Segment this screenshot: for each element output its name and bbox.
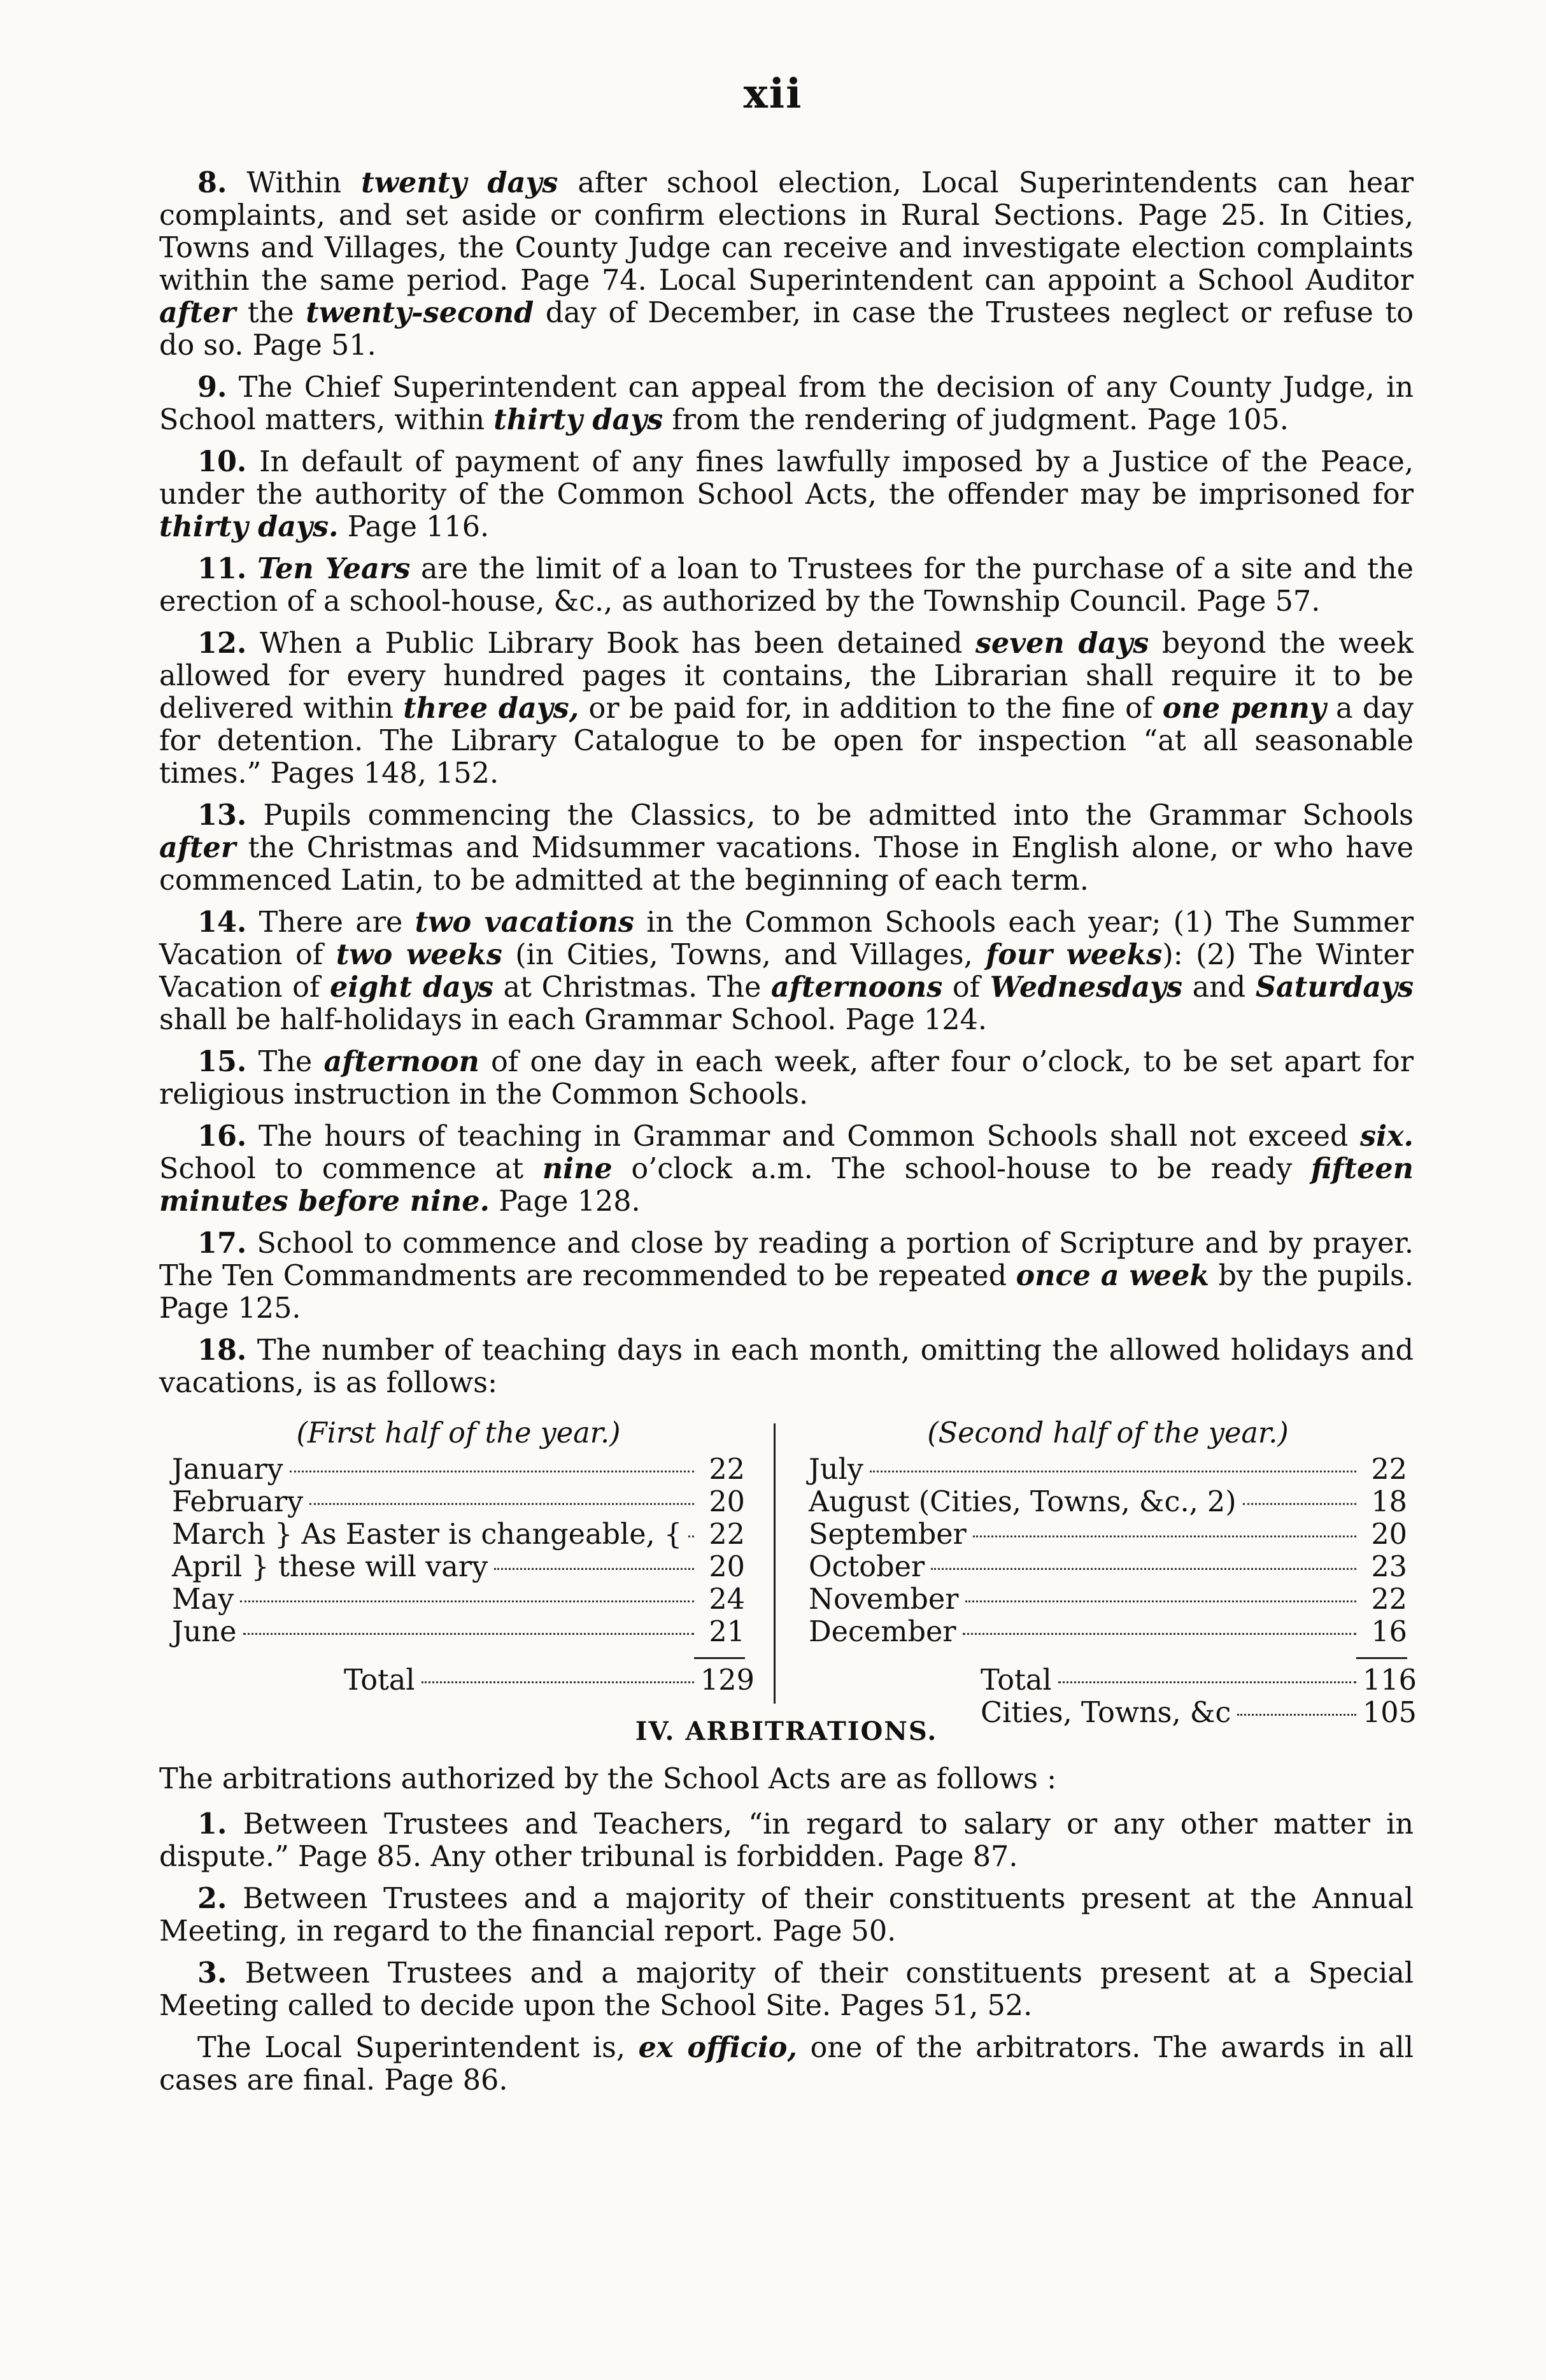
month-label: September — [809, 1518, 967, 1551]
leader-dots — [494, 1568, 694, 1570]
month-row — [809, 1616, 1407, 1648]
regulation-paragraph — [159, 167, 1414, 362]
month-label: October — [809, 1551, 925, 1583]
arbitration-paragraph — [159, 1883, 1414, 1948]
body-text: Page 116. — [338, 511, 490, 543]
emphasis-text: after — [159, 831, 236, 864]
page-body — [159, 166, 1417, 2106]
body-text: the Christmas and Midsummer vacations. Those in English alone, or who have commenced Latin, to be admitted at the beginning of each term. — [159, 832, 1414, 897]
regulation-number: 15. — [197, 1045, 247, 1078]
body-text: The number of teaching days in each month, omitting the allowed holidays and vacations, is as follows: — [159, 1334, 1414, 1399]
month-row — [172, 1583, 745, 1616]
second-half-cities-total-label: Cities, Towns, &c — [981, 1697, 1231, 1729]
month-value: 22 — [709, 1453, 745, 1486]
regulation-paragraph — [159, 1046, 1414, 1111]
body-text: Between Trustees and a majority of their constituents present at the Annual Meeting, in regard to the financial report. Page 50. — [159, 1883, 1414, 1948]
leader-dots — [422, 1681, 694, 1683]
regulation-paragraph — [159, 799, 1414, 897]
month-value: 20 — [1371, 1518, 1407, 1551]
emphasis-text: three days, — [403, 692, 579, 725]
emphasis-text: thirty days. — [159, 510, 339, 543]
body-text — [246, 553, 257, 585]
leader-dots — [1058, 1681, 1356, 1683]
body-text: of one day in each week, after four o’clock, to be set apart for religious instruction in the Common Schools. — [159, 1046, 1414, 1111]
emphasis-text: Ten Years — [257, 552, 411, 585]
second-half-cities-total-value: 105 — [1363, 1697, 1417, 1729]
column-divider — [774, 1423, 776, 1704]
body-text: School to commence at — [159, 1153, 543, 1185]
page-number: xii — [743, 70, 803, 118]
month-row — [809, 1583, 1407, 1616]
arbitration-intro: The arbitrations authorized by the School Acts are as follows : — [159, 1763, 1057, 1795]
second-half-total-value: 116 — [1363, 1664, 1417, 1697]
body-text: in the Common Schools each year; (1) The Summer Vacation of — [159, 906, 1414, 971]
arbitration-paragraph — [159, 1957, 1414, 2022]
month-label: April } these will vary — [172, 1551, 488, 1583]
regulation-paragraph — [159, 553, 1414, 618]
emphasis-text: ex officio, — [638, 2031, 797, 2064]
regulation-number: 13. — [197, 799, 247, 832]
arbitration-paragraph — [159, 1808, 1414, 1873]
second-half-cities-total-row — [809, 1697, 1417, 1729]
body-text: from the rendering of judgment. Page 105. — [663, 404, 1289, 436]
arbitration-number: 1. — [197, 1807, 227, 1841]
emphasis-text: after — [159, 296, 236, 329]
body-text: o’clock a.m. The school-house to be ready — [612, 1153, 1311, 1185]
emphasis-text: two vacations — [415, 906, 634, 939]
emphasis-text: thirty days — [493, 403, 663, 436]
leader-dots — [243, 1633, 695, 1635]
body-text: one of the arbitrators. The awards in all cases are final. Page 86. — [159, 2032, 1414, 2097]
month-row — [809, 1453, 1407, 1486]
emphasis-text: afternoon — [323, 1045, 479, 1078]
first-half-total-row — [172, 1664, 755, 1697]
regulation-paragraph — [159, 1334, 1414, 1399]
month-label: August (Cities, Towns, &c., 2) — [809, 1486, 1237, 1518]
body-text: or be paid for, in addition to the fine of — [579, 692, 1163, 725]
second-half-total-label: Total — [981, 1664, 1052, 1697]
body-text: In default of payment of any fines lawfully imposed by a Justice of the Peace, under the authority of the Common School Acts, the offender may be imprisoned for — [159, 446, 1414, 511]
month-label: November — [809, 1583, 959, 1616]
second-half-rows — [809, 1453, 1407, 1648]
leader-dots — [870, 1471, 1356, 1472]
month-label: May — [172, 1583, 234, 1616]
month-value: 24 — [709, 1583, 745, 1616]
body-text: and — [1182, 971, 1256, 1004]
body-text: (in Cities, Towns, and Villages, — [502, 939, 986, 971]
body-text: after school election, Local Superintendents can hear complaints, and set aside or confirm elections in Rural Sections. Page 25. In Cities, Towns and Villages, the County Judge can receive and investigate election complaints within the same period. Page 74. Local Superintendent can appoint a School Auditor — [159, 167, 1414, 297]
arbitration-number: 2. — [197, 1882, 227, 1915]
body-text: at Christmas. The — [493, 971, 771, 1004]
month-label: December — [809, 1616, 956, 1648]
emphasis-text: Saturdays — [1255, 971, 1414, 1004]
emphasis-text: fifteen minutes before nine. — [159, 1152, 1414, 1218]
first-half-heading: (First half of the year.) — [296, 1417, 621, 1450]
emphasis-text: afternoons — [770, 971, 943, 1004]
body-text: day of December, in case the Trustees neglect or refuse to do so. Page 51. — [159, 297, 1414, 362]
body-text: The Chief Superintendent can appeal from the decision of any County Judge, in School matters, within — [159, 371, 1414, 436]
leader-dots — [1243, 1503, 1356, 1505]
first-half-total-label: Total — [344, 1664, 415, 1697]
regulation-number: 8. — [197, 166, 227, 199]
body-text: Between Trustees and Teachers, “in regard to salary or any other matter in dispute.” Page 85. Any other tribunal is forbidden. Page 87. — [159, 1808, 1414, 1873]
body-text: The — [246, 1046, 324, 1078]
regulation-number: 14. — [197, 906, 247, 939]
month-value: 22 — [1371, 1583, 1407, 1616]
emphasis-text: once a week — [1016, 1259, 1210, 1292]
month-label: March } As Easter is changeable, { — [172, 1518, 683, 1551]
month-value: 16 — [1371, 1616, 1407, 1648]
leader-dots — [963, 1633, 1356, 1635]
body-text: the — [236, 297, 306, 329]
month-value: 22 — [1371, 1453, 1407, 1486]
arbitrations-list — [159, 1808, 1414, 2097]
month-value: 21 — [709, 1616, 745, 1648]
body-text: School to commence and close by reading a portion of Scripture and by prayer. The Ten Commandments are recommended to be repeated — [159, 1227, 1414, 1292]
body-text: Within — [227, 167, 362, 199]
month-row — [172, 1616, 745, 1648]
regulation-number: 17. — [197, 1227, 247, 1260]
regulation-paragraph — [159, 446, 1414, 543]
arbitration-paragraph — [159, 2032, 1414, 2097]
emphasis-text: twenty days — [361, 166, 558, 199]
second-half-column — [809, 1417, 1417, 1729]
first-half-rows — [172, 1453, 745, 1648]
month-value: 23 — [1371, 1551, 1407, 1583]
second-half-heading: (Second half of the year.) — [927, 1417, 1289, 1450]
body-text: Page 128. — [490, 1185, 641, 1218]
leader-dots — [309, 1503, 694, 1505]
month-label: June — [172, 1616, 237, 1648]
body-text: There are — [246, 906, 415, 939]
section-title: IV. ARBITRATIONS. — [635, 1716, 938, 1746]
month-row — [172, 1551, 745, 1583]
leader-dots — [931, 1568, 1356, 1570]
emphasis-text: eight days — [329, 971, 493, 1004]
regulation-number: 10. — [197, 445, 247, 478]
arbitration-number: 3. — [197, 1956, 227, 1990]
body-text: a day for detention. The Library Catalogue to be open for inspection “at all seasonable times.” Pages 148, 152. — [159, 692, 1414, 790]
body-text: are the limit of a loan to Trustees for the purchase of a site and the erection of a school-house, &c., as authorized by the Township Council. Page 57. — [159, 553, 1414, 618]
regulations-list — [159, 167, 1414, 1399]
emphasis-text: twenty-second — [306, 296, 534, 329]
emphasis-text: Wednesdays — [989, 971, 1183, 1004]
month-label: January — [172, 1453, 283, 1486]
first-half-column — [172, 1417, 755, 1697]
regulation-paragraph — [159, 906, 1414, 1036]
month-value: 22 — [709, 1518, 745, 1551]
regulation-paragraph — [159, 1120, 1414, 1218]
leader-dots — [973, 1536, 1356, 1537]
regulation-number: 18. — [197, 1334, 247, 1367]
month-row — [172, 1453, 745, 1486]
regulation-number: 9. — [197, 371, 227, 404]
month-row — [809, 1551, 1407, 1583]
regulation-number: 16. — [197, 1120, 247, 1153]
month-value: 18 — [1371, 1486, 1407, 1518]
body-text: ): (2) The Winter Vacation of — [159, 939, 1414, 1004]
body-text: The Local Superintendent is, — [197, 2032, 639, 2064]
body-text: When a Public Library Book has been detained — [246, 627, 975, 660]
regulation-paragraph — [159, 371, 1414, 436]
month-row — [809, 1486, 1407, 1518]
month-row — [172, 1518, 745, 1551]
month-value: 20 — [709, 1486, 745, 1518]
emphasis-text: seven days — [975, 627, 1149, 660]
first-half-rule — [694, 1657, 745, 1659]
body-text: by the pupils. Page 125. — [159, 1260, 1414, 1325]
body-text: Pupils commencing the Classics, to be admitted into the Grammar Schools — [246, 799, 1414, 832]
body-text: of — [942, 971, 990, 1004]
regulation-number: 11. — [197, 552, 247, 585]
teaching-days-table — [159, 1417, 1417, 1729]
emphasis-text: one penny — [1162, 692, 1326, 725]
second-half-rule — [1356, 1657, 1407, 1659]
body-text: Between Trustees and a majority of their constituents present at a Special Meeting called to decide upon the School Site. Pages 51, 52. — [159, 1957, 1414, 2022]
leader-dots — [240, 1600, 694, 1602]
emphasis-text: nine — [542, 1152, 613, 1185]
emphasis-text: two weeks — [336, 938, 502, 971]
emphasis-text: four weeks — [986, 938, 1163, 971]
month-label: July — [809, 1453, 863, 1486]
emphasis-text: six. — [1360, 1120, 1414, 1153]
second-half-total-row — [809, 1664, 1417, 1697]
first-half-total-value: 129 — [700, 1664, 755, 1697]
body-text: beyond the week allowed for every hundred pages it contains, the Librarian shall require it to be delivered within — [159, 627, 1414, 725]
month-row — [172, 1486, 745, 1518]
leader-dots — [688, 1536, 694, 1537]
regulation-paragraph — [159, 1227, 1414, 1325]
month-label: February — [172, 1486, 304, 1518]
leader-dots — [1237, 1714, 1356, 1716]
leader-dots — [965, 1600, 1357, 1602]
month-value: 20 — [709, 1551, 745, 1583]
leader-dots — [290, 1471, 694, 1472]
body-text: shall be half-holidays in each Grammar School. Page 124. — [159, 1004, 988, 1036]
month-row — [809, 1518, 1407, 1551]
regulation-number: 12. — [197, 627, 247, 660]
regulation-paragraph — [159, 627, 1414, 790]
body-text: The hours of teaching in Grammar and Common Schools shall not exceed — [246, 1120, 1361, 1153]
